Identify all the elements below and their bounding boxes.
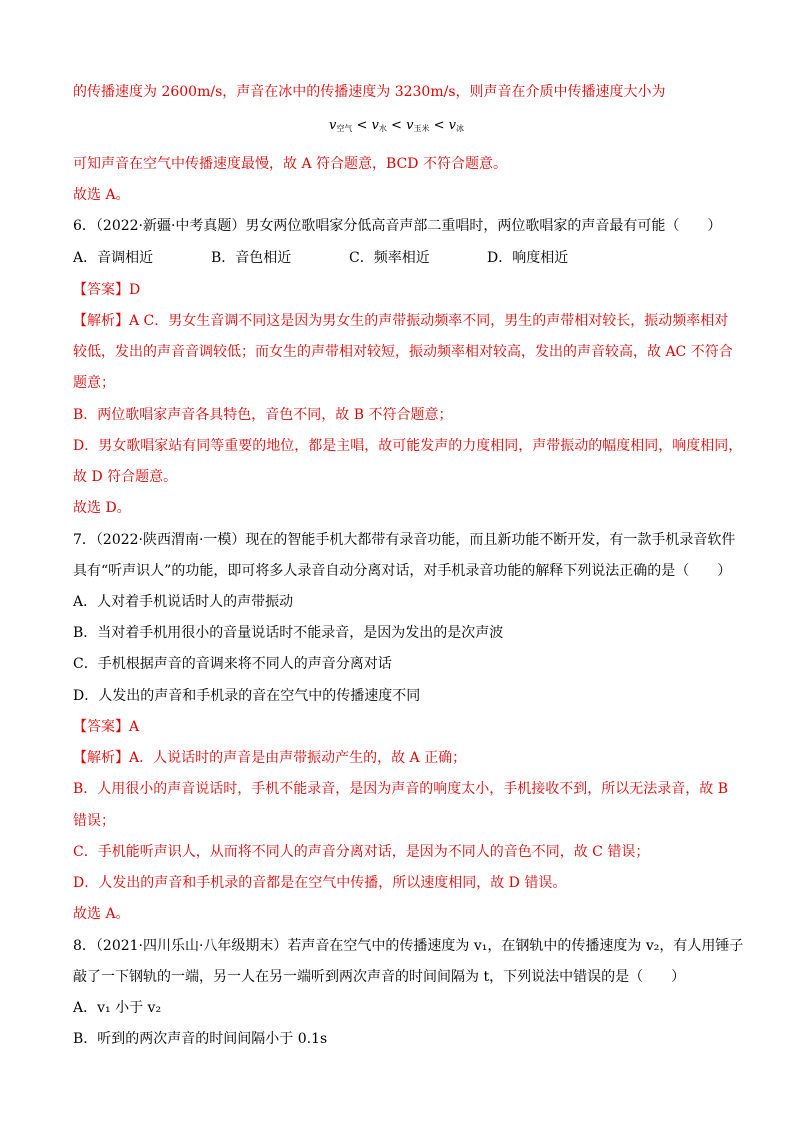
q6-options — [73, 248, 733, 268]
q5-final-choice: 故选 A。 — [73, 187, 130, 203]
q6-answer: 【答案】D — [73, 282, 141, 298]
q7-option-a: A．人对着手机说话时人的声带振动 — [73, 594, 294, 610]
q6-option-d: D．响度相近 — [487, 250, 569, 266]
q7-option-b: B．当对着手机用很小的音量说话时不能录音，是因为发出的是次声波 — [73, 625, 504, 641]
q6-analysis-line-5: D．男女歌唱家站有同等重要的地位，都是主唱，故可能发声的力度相同，声带振动的幅度相同，响度相同， — [73, 438, 743, 454]
q7-final-choice: 故选 A。 — [73, 906, 130, 922]
q7-analysis-line-5: D．人发出的声音和手机录的音都是在空气中传播，所以速度相同，故 D 错误。 — [73, 875, 567, 891]
q8-option-b: B．听到的两次声音的时间间隔小于 0.1s — [73, 1031, 328, 1047]
q6-option-b: B．音色相近 — [211, 250, 292, 266]
q6-analysis-line-4: B．两位歌唱家声音各具特色，音色不同，故 B 不符合题意； — [73, 407, 453, 423]
q7-option-d: D．人发出的声音和手机录的音在空气中的传播速度不同 — [73, 688, 421, 704]
q6-analysis-line-2: 较低，发出的声音音调较低；而女生的声带相对较短，振动频率相对较高，发出的声音较高，故 AC 不符合 — [73, 344, 733, 360]
q8-option-a: A．v₁ 小于 v₂ — [73, 1000, 162, 1016]
q5-text-line: 的传播速度为 2600m/s，声音在冰中的传播速度为 3230m/s，则声音在介质中传播速度大小为 — [73, 84, 666, 100]
q7-analysis-line-1: 【解析】A．人说话时的声音是由声带振动产生的，故 A 正确； — [73, 750, 467, 766]
q7-analysis-line-4: C．手机能听声识人，从而将不同人的声音分离对话，是因为不同人的音色不同，故 C 错误； — [73, 844, 650, 860]
q5-conclusion-text: 可知声音在空气中传播速度最慢，故 A 符合题意，BCD 不符合题意。 — [73, 156, 507, 172]
speed-inequality-formula: $v_{空气} < v_水 < v_{玉米} < v_冰$ — [329, 118, 464, 133]
q8-stem-line-2: 敲了一下钢轨的一端，另一人在另一端听到两次声音的时间间隔为 t，下列说法中错误的是（ ） — [73, 969, 686, 985]
q7-stem-line-2: 具有“听声识人”的功能，即可将多人录音自动分离对话，对手机录音功能的解释下列说法正确的是（ ） — [73, 563, 732, 579]
q6-analysis-line-3: 题意； — [73, 375, 115, 391]
q7-option-c: C．手机根据声音的音调来将不同人的声音分离对话 — [73, 656, 392, 672]
q7-analysis-line-3: 错误； — [73, 813, 115, 829]
q6-analysis-line-1: 【解析】A C．男女生音调不同这是因为男女生的声带振动频率不同，男生的声带相对较长，振动频率相对 — [73, 313, 729, 329]
q6-stem: 6．（2022·新疆·中考真题）男女两位歌唱家分低高音声部二重唱时，两位歌唱家的声音最有可能（ ） — [73, 218, 722, 234]
q8-stem-line-1: 8．（2021·四川乐山·八年级期末）若声音在空气中的传播速度为 v₁，在钢轨中的传播速度为 v₂，有人用锤子 — [73, 938, 744, 954]
q7-stem-line-1: 7．（2022·陕西渭南·一模）现在的智能手机大都带有录音功能，而且新功能不断开发，有一款手机录音软件 — [73, 532, 736, 548]
q6-option-c: C．频率相近 — [349, 250, 430, 266]
q6-option-a: A．音调相近 — [73, 250, 154, 266]
q6-analysis-line-6: 故 D 符合题意。 — [73, 469, 178, 485]
q7-answer: 【答案】A — [73, 719, 140, 735]
q7-analysis-line-2: B．人用很小的声音说话时，手机不能录音，是因为声音的响度太小，手机接收不到，所以无法录音，故 B — [73, 781, 729, 797]
q6-final-choice: 故选 D。 — [73, 500, 131, 516]
